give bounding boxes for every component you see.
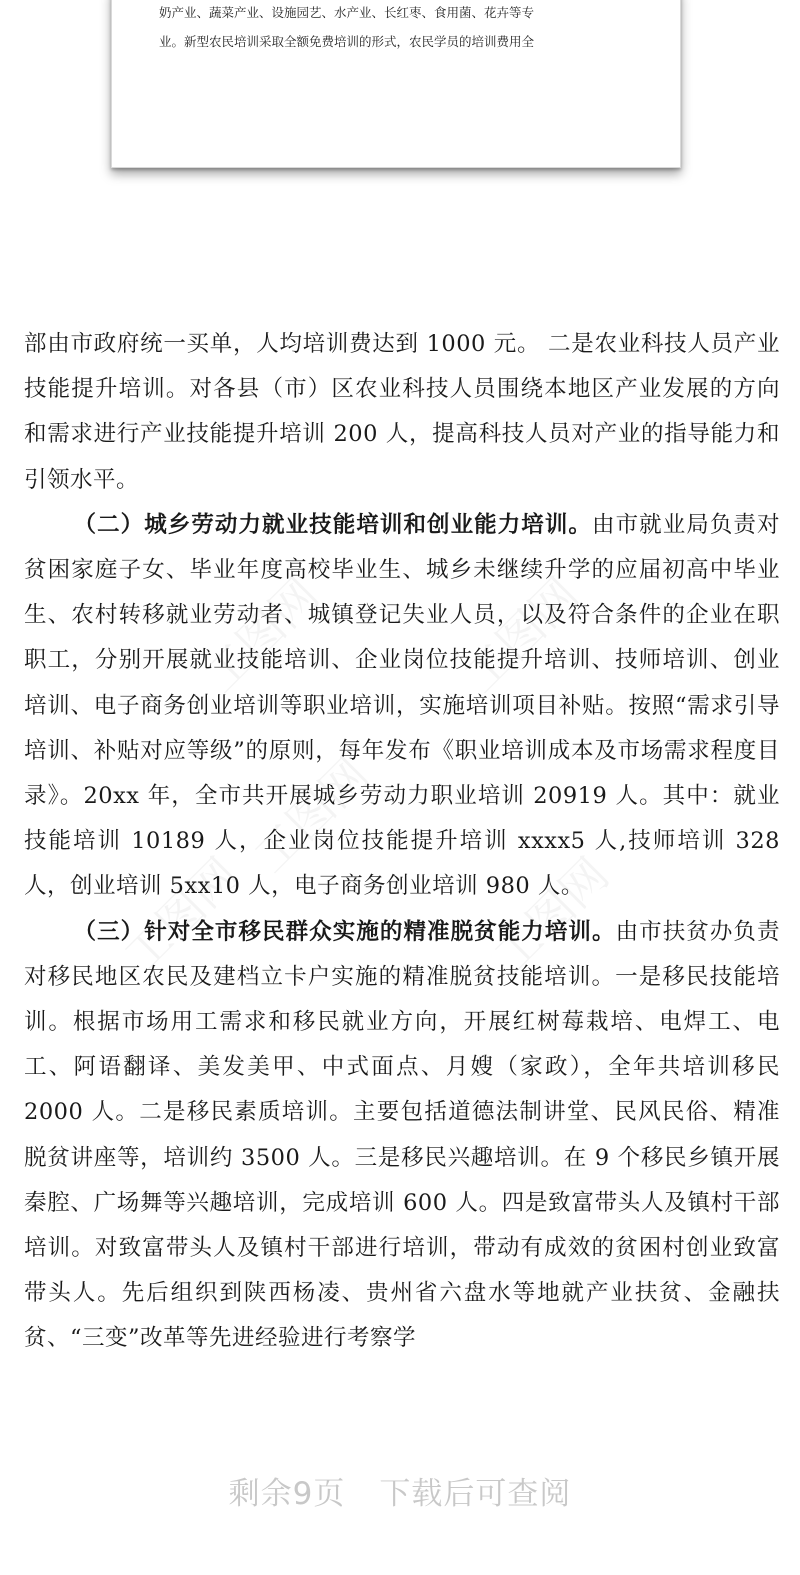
paragraph	[24, 503, 780, 910]
download-to-read-more-button[interactable]	[0, 1468, 800, 1513]
preview-line: 业。新型农民培训采取全额免费培训的形式，农民学员的培训费用全	[159, 34, 535, 49]
paragraph: 部由市政府统一买单，人均培训费达到 1000 元。 二是农业科技人员产业技能提升培训。对各县（市）区农业科技人员围绕本地区产业发展的方向和需求进行产业技能提升培训 200 人，提高科技人员对产业的指导能力和引领水平。	[24, 331, 780, 493]
document-preview-card	[111, 0, 681, 168]
section-heading: （三）针对全市移民群众实施的精准脱贫能力培训。	[73, 918, 616, 945]
paragraph-body: 由市扶贫办负责对移民地区农民及建档立卡户实施的精准脱贫技能培训。一是移民技能培训。根据市场用工需求和移民就业方向，开展红树莓栽培、电焊工、电工、阿语翻译、美发美甲、中式面点、月嫂（家政），全年共培训移民 2000 人。二是移民素质培训。主要包括道德法制讲堂、民风民俗、精准脱贫讲座等，培训约 3500 人。三是移民兴趣培训。在 9 个移民乡镇开展秦腔、广场舞等兴趣培训，完成培训 600 人。四是致富带头人及镇村干部培训。对致富带头人及镇村干部进行培训，带动有成效的贫困村创业致富带头人。先后组织到陕西杨凌、贵州省六盘水等地就产业扶贫、金融扶贫、“三变”改革等先进经验进行考察学	[24, 918, 780, 1352]
remaining-pages-label: 剩余9页	[228, 1476, 346, 1512]
section-heading: （二）城乡劳动力就业技能培训和创业能力培训。	[73, 511, 592, 538]
paragraph	[24, 910, 780, 1362]
document-body	[24, 322, 780, 1362]
preview-line: 奶产业、蔬菜产业、设施园艺、水产业、长红枣、食用菌、花卉等专	[159, 5, 535, 20]
paragraph-body: 由市就业局负责对贫困家庭子女、毕业年度高校毕业生、城乡未继续升学的应届初高中毕业生、农村转移就业劳动者、城镇登记失业人员，以及符合条件的企业在职职工，分别开展就业技能培训、企业岗位技能提升培训、技师培训、创业培训、电子商务创业培训等职业培训，实施培训项目补贴。按照“需求引导培训、补贴对应等级”的原则，每年发布《职业培训成本及市场需求程度目录》。20xx 年，全市共开展城乡劳动力职业培训 20919 人。其中：就业技能培训 10189 人，企业岗位技能提升培训 xxxx5 人,技师培训 328 人，创业培训 5xx10 人，电子商务创业培训 980 人。	[24, 511, 780, 900]
download-hint-label: 下载后可查阅	[379, 1476, 572, 1512]
